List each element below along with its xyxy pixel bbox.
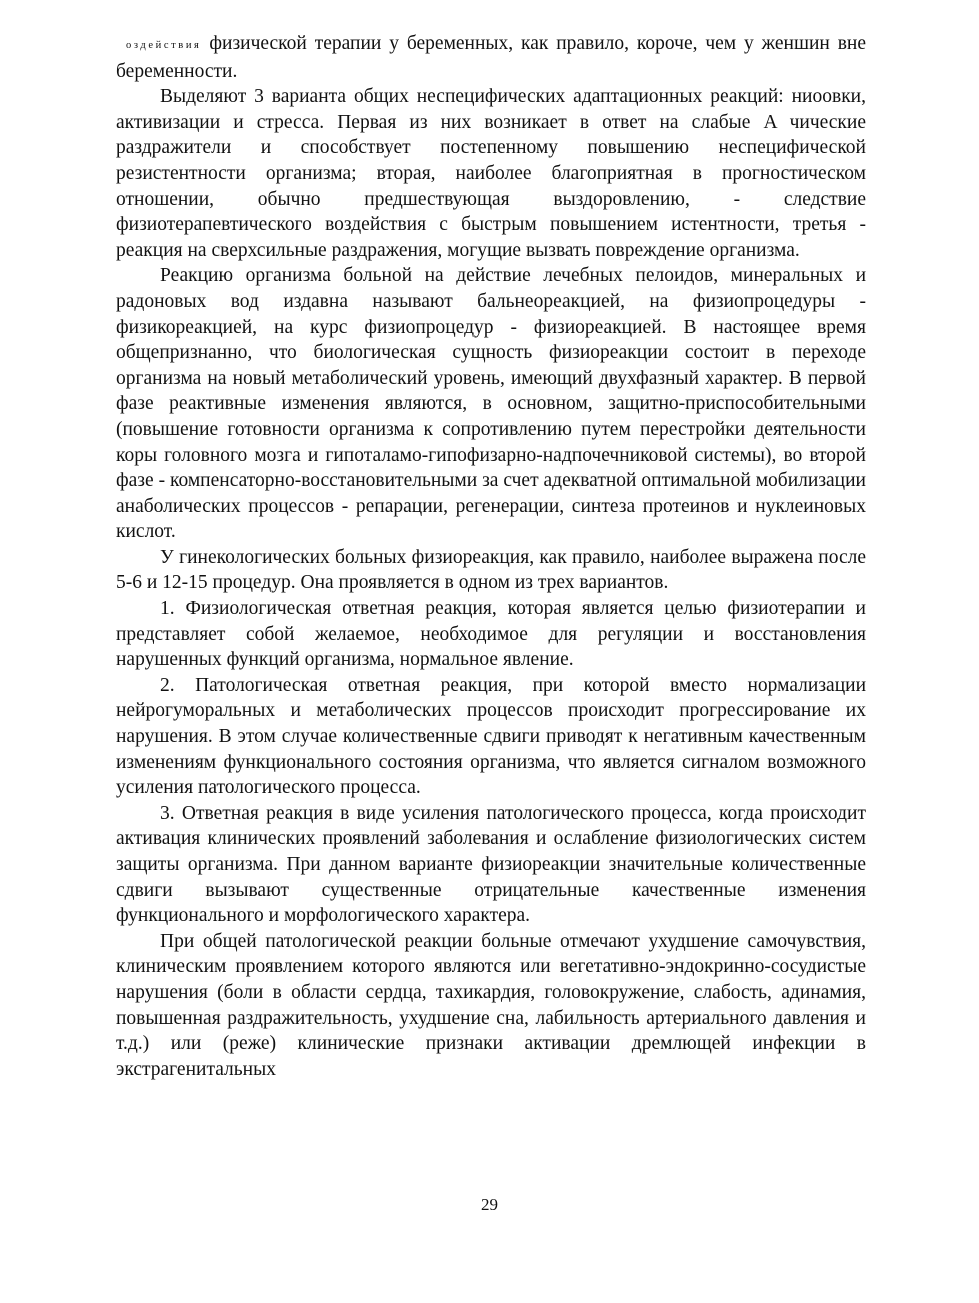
paragraph-lead-word: оздействия: [126, 40, 202, 51]
list-item-aggravation-reaction: 3. Ответная реакция в виде усиления патологического процесса, когда происходит активация клинических проявлений заболевания и ослабление физиологических систем защиты организма. При данном варианте физиореакции значительные количественные сдвиги вызывают существенные отрицательные качественные изменения функционального и морфологического характера.: [116, 802, 866, 927]
paragraph-adaptation-reactions: Выделяют 3 варианта общих неспецифических адаптационных реакций: ниоовки, активизации и стресса. Первая из них возникает в ответ на слабые A чические раздражители и способствует постепенному повышению неспецифической резистентности организма; вторая, наиболее благоприятная в прогностическом отношении, обычно предшествующая выздоровлению, - следствие физиотерапевтического воздействия с быстрым повышением истентности, третья - реакция на сверхсильные раздражения, могущие вызвать повреждение организма.: [116, 86, 866, 261]
page-number: 29: [481, 1195, 498, 1214]
list-item-pathological-reaction: 2. Патологическая ответная реакция, при которой вместо нормализации нейрогуморальных и метаболических процессов происходит прогрессирование их нарушения. В этом случае количественные сдвиги приводят к негативным качественным изменениям функционального состояния организма, что является сигналом возможного усиления патологического процесса.: [116, 674, 866, 799]
paragraph-continuation: [116, 31, 866, 84]
paragraph-text: физической терапии у беременных, как правило, короче, чем у женшин вне беременности.: [116, 33, 866, 82]
paragraph-physioreaction-variants: У гинекологических больных физиореакция, как правило, наиболее выражена после 5-6 и 12-15 процедур. Она проявляется в одном из трех вариантов.: [116, 546, 866, 594]
paragraph-balneoreaction: Реакцию организма больной на действие лечебных пелоидов, минеральных и радоновых вод издавна называют бальнеореакцией, на физиопроцедуры - физикореакцией, на курс физиопроцедур - физиореакцией. В настоящее время общепризнанно, что биологическая сущность физиореакции состоит в переходе организма на новый метаболический уровень, имеющий двухфазный характер. В первой фазе реактивные изменения являются, в основном, защитно-приспособительными (повышение готовности организма к сопротивлению путем перестройки деятельности коры головного мозга и гипоталамо-гипофизарно-надпочечниковой системы), во второй фазе - компенсаторно-восстановительными за счет адекватной оптимальной мобилизации анаболических процессов - репарации, регенерации, синтеза протеинов и нуклеиновых кислот.: [116, 265, 866, 543]
list-item-physiological-reaction: 1. Физиологическая ответная реакция, которая является целью физиотерапии и представляет собой желаемое, необходимое для регуляции и восстановления нарушенных функций организма, нормальное явление.: [116, 598, 866, 671]
document-page: [116, 31, 866, 1082]
paragraph-general-pathological-reaction: При общей патологической реакции больные отмечают ухудшение самочувствия, клиническим проявлением которого являются или вегетативно-эндокринно-сосудистые нарушения (боли в области сердца, тахикардия, головокружение, слабость, адинамия, повышенная раздражительность, ухудшение сна, лабильность артериального давления и т.д.) или (реже) клинические признаки активации дремлющей инфекции в экстрагенитальных: [116, 930, 866, 1080]
